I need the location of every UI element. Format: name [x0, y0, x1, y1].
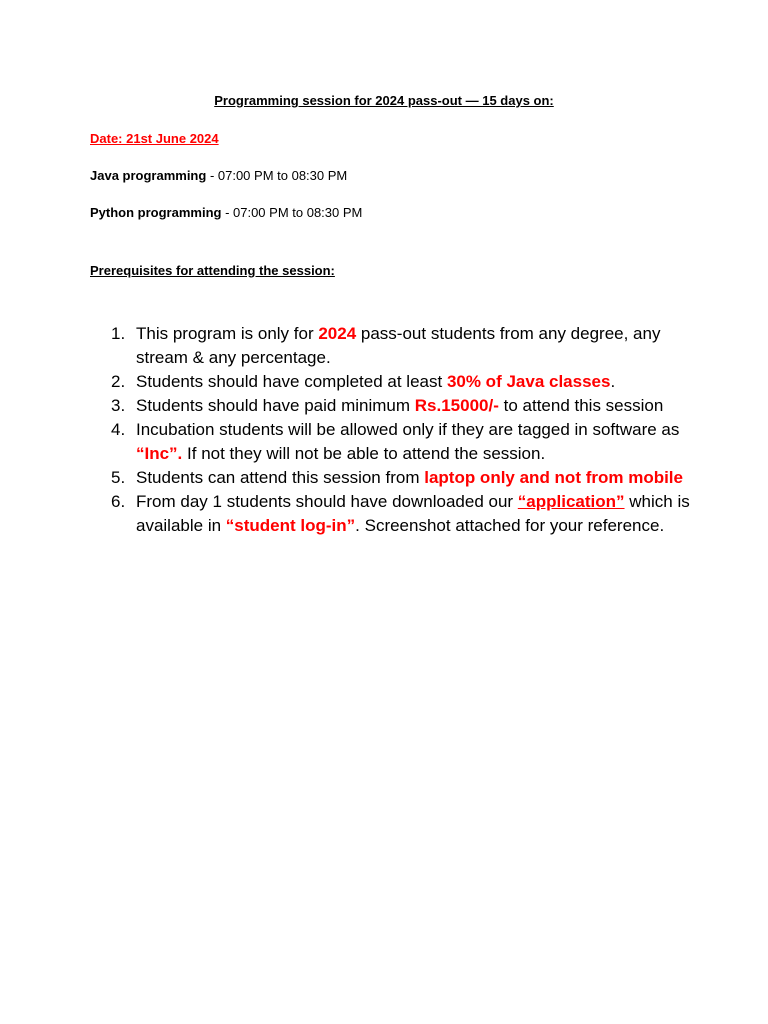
list-item-text: This program is only for	[136, 324, 319, 343]
list-item-number: 2.	[111, 372, 126, 391]
java-session-time: - 07:00 PM to 08:30 PM	[206, 168, 348, 183]
list-item	[111, 466, 696, 490]
list-item-text: pass-out students from any degree, any stream & any percentage.	[136, 324, 661, 367]
list-item	[111, 490, 696, 538]
prerequisites-heading: Prerequisites for attending the session:	[90, 263, 335, 278]
java-session-name: Java programming	[90, 168, 207, 183]
list-item-text: Incubation students will be allowed only if they are tagged in software as	[136, 420, 680, 439]
list-item	[111, 322, 696, 370]
list-item-highlight: “application”	[517, 492, 625, 511]
list-item	[111, 418, 696, 466]
list-item-highlight: “student log-in”	[225, 516, 356, 535]
list-item	[111, 370, 696, 394]
list-item-text: Students should have paid minimum	[136, 396, 415, 415]
prerequisites-list	[111, 322, 696, 538]
list-item	[111, 394, 696, 418]
list-item-text: to attend this session	[498, 396, 664, 415]
list-item-number: 6.	[111, 492, 126, 511]
python-session-time: - 07:00 PM to 08:30 PM	[221, 205, 363, 220]
list-item-text: If not they will not be able to attend the session.	[182, 444, 546, 463]
list-item-text: . Screenshot attached for your reference.	[355, 516, 665, 535]
session-date: Date: 21st June 2024	[90, 131, 219, 146]
java-session-line	[90, 167, 347, 185]
list-item-text: which is available in	[136, 492, 690, 535]
list-item-number: 4.	[111, 420, 126, 439]
list-item-highlight: Rs.15000/-	[414, 396, 499, 415]
list-item-number: 5.	[111, 468, 126, 487]
list-item-highlight: laptop only and not from mobile	[424, 468, 683, 487]
list-item-text: Students can attend this session from	[136, 468, 425, 487]
list-item-number: 1.	[111, 324, 126, 343]
list-item-highlight: “Inc”.	[136, 444, 183, 463]
page-title: Programming session for 2024 pass-out — 15 days on:	[214, 93, 554, 108]
list-item-highlight: 30% of Java classes	[446, 372, 611, 391]
list-item-number: 3.	[111, 396, 126, 415]
list-item-text: Students should have completed at least	[136, 372, 447, 391]
list-item-text: .	[610, 372, 616, 391]
list-item-text: From day 1 students should have downloaded our	[136, 492, 518, 511]
python-session-name: Python programming	[90, 205, 222, 220]
list-item-highlight: 2024	[318, 324, 357, 343]
python-session-line	[90, 204, 362, 222]
